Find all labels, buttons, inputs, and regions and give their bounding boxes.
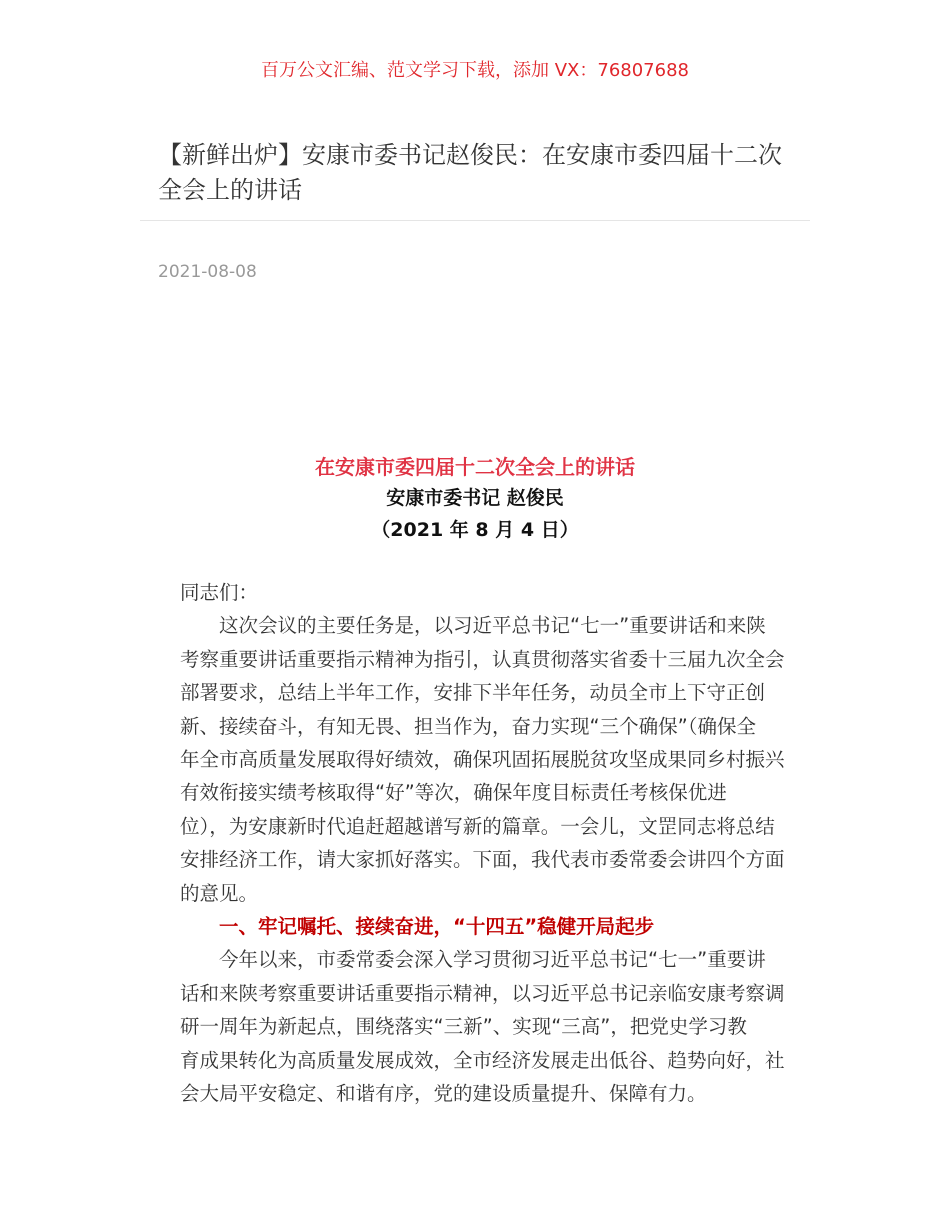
greeting: 同志们：: [180, 581, 259, 604]
paragraph-2: [180, 943, 785, 1110]
speech-title: 在安康市委四届十二次全会上的讲话: [315, 455, 635, 479]
paragraph-line: 这次会议的主要任务是，以习近平总书记“七一”重要讲话和来陕: [219, 614, 766, 638]
paragraph-line: 位），为安康新时代追赶超越谱写新的篇章。一会儿，文罡同志将总结: [180, 814, 775, 838]
paragraph-1: [180, 609, 785, 910]
article-title: 【新鲜出炉】安康市委书记赵俊民：在安康市委四届十二次全会上的讲话: [158, 141, 782, 204]
paragraph-line: 有效衔接实绩考核取得“好”等次，确保年度目标责任考核保优进: [180, 781, 727, 805]
paragraph-line: 的意见。: [180, 881, 259, 905]
paragraph-line: 育成果转化为高质量发展成效，全市经济发展走出低谷、趋势向好，社: [180, 1048, 785, 1072]
speech-body: [180, 576, 785, 1111]
paragraph-line: 年全市高质量发展取得好绩效，确保巩固拓展脱贫攻坚成果同乡村振兴: [180, 748, 785, 772]
paragraph-line: 考察重要讲话重要指示精神为指引，认真贯彻落实省委十三届九次全会: [180, 647, 785, 671]
promo-banner: 百万公文汇编、范文学习下载，添加 VX：76807688: [261, 60, 689, 81]
section-heading: 一、牢记嘱托、接续奋进，“十四五”稳健开局起步: [219, 915, 655, 939]
paragraph-line: 新、接续奋斗，有知无畏、担当作为，奋力实现“三个确保”（确保全: [180, 714, 756, 738]
paragraph-line: 部署要求，总结上半年工作，安排下半年任务，动员全市上下守正创: [180, 681, 766, 705]
article-date: 2021-08-08: [158, 262, 257, 282]
speech-speaker: 安康市委书记 赵俊民: [386, 487, 564, 509]
paragraph-line: 会大局平安稳定、和谐有序，党的建设质量提升、保障有力。: [180, 1082, 707, 1106]
speech-date: （2021 年 8 月 4 日）: [371, 519, 579, 541]
paragraph-line: 今年以来，市委常委会深入学习贯彻习近平总书记“七一”重要讲: [219, 948, 766, 972]
paragraph-line: 研一周年为新起点，围绕落实“三新”、实现“三高”，把党史学习教: [180, 1015, 747, 1039]
title-divider: [140, 220, 810, 221]
paragraph-line: 安排经济工作，请大家抓好落实。下面，我代表市委常委会讲四个方面: [180, 848, 785, 872]
paragraph-line: 话和来陕考察重要讲话重要指示精神，以习近平总书记亲临安康考察调: [180, 981, 785, 1005]
